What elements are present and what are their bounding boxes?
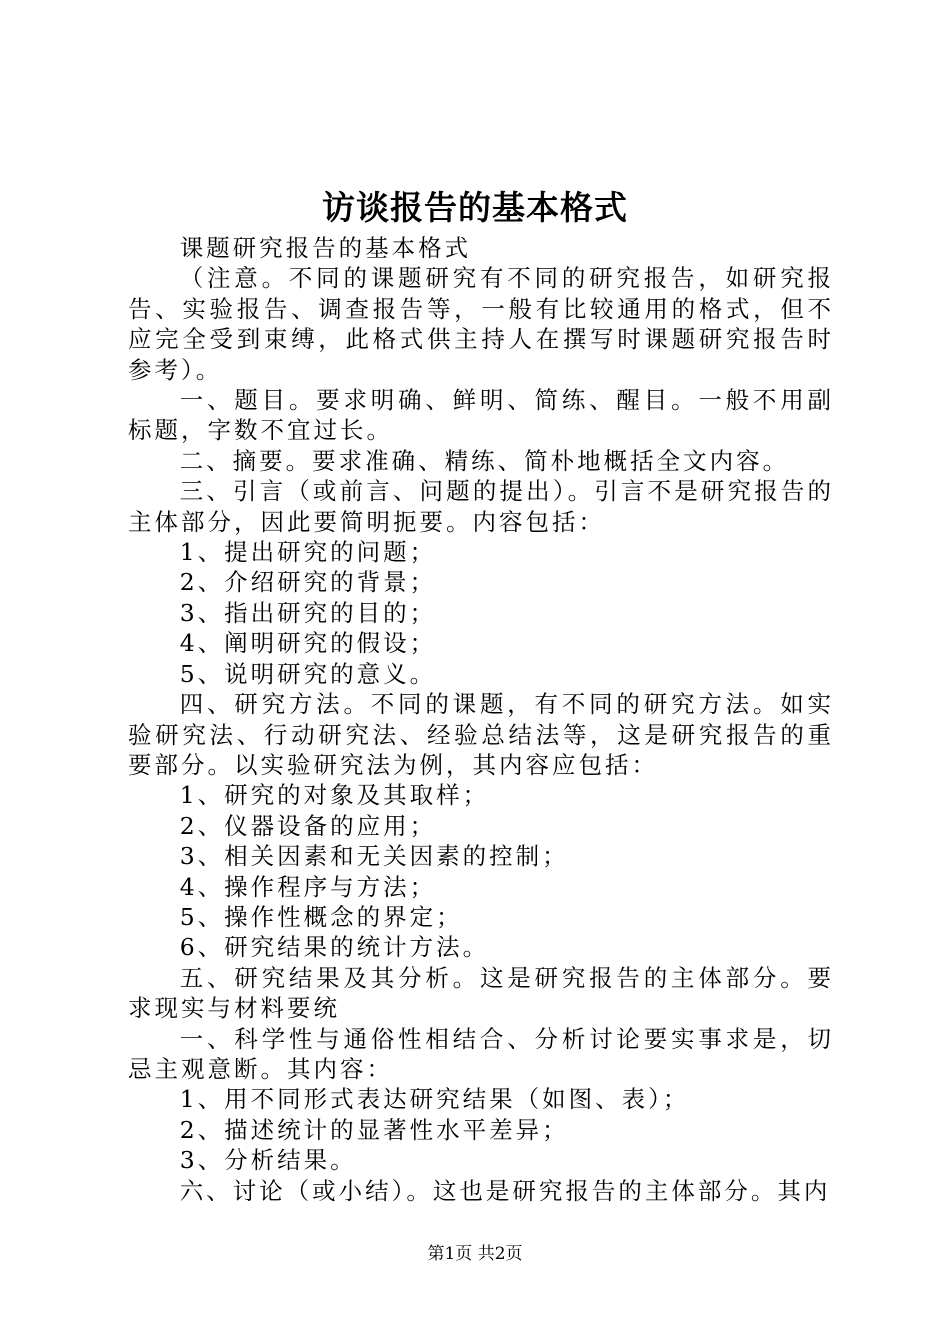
list-item: 1、研究的对象及其取样； (179, 781, 490, 810)
paragraph: 三、引言（或前言、问题的提出）。引言不是研究报告的主体部分，因此要简明扼要。内容包括： (128, 477, 834, 536)
paragraph: 四、研究方法。不同的课题，有不同的研究方法。如实验研究法、行动研究法、经验总结法等，这是研究报告的重要部分。以实验研究法为例，其内容应包括： (128, 690, 834, 779)
list-item: 5、说明研究的意义。 (179, 659, 437, 688)
paragraph: 五、研究结果及其分析。这是研究报告的主体部分。要求现实与材料要统 (128, 963, 834, 1023)
list-item: 5、操作性概念的界定； (179, 902, 463, 931)
paragraph: 二、摘要。要求准确、精练、简朴地概括全文内容。 (179, 446, 790, 475)
paragraph: 六、讨论（或小结）。这也是研究报告的主体部分。其内 (179, 1176, 831, 1205)
list-item: 6、研究结果的统计方法。 (179, 933, 490, 962)
paragraph: （注意。不同的课题研究有不同的研究报告，如研究报告、实验报告、调查报告等，一般有比较通用的格式，但不应完全受到束缚，此格式供主持人在撰写时课题研究报告时参考）。 (128, 264, 834, 384)
document-title: 访谈报告的基本格式 (322, 188, 628, 227)
paragraph: 一、题目。要求明确、鲜明、简练、醒目。一般不用副标题，字数不宜过长。 (128, 386, 834, 445)
list-item: 3、相关因素和无关因素的控制； (179, 842, 569, 871)
list-item: 3、指出研究的目的； (179, 598, 437, 627)
paragraph: 一、科学性与通俗性相结合、分析讨论要实事求是，切忌主观意断。其内容： (128, 1024, 834, 1083)
page-footer: 第1页 共2页 (427, 1244, 523, 1264)
paragraph: 课题研究报告的基本格式 (179, 234, 472, 262)
list-item: 1、用不同形式表达研究结果（如图、表）； (179, 1085, 690, 1114)
list-item: 4、阐明研究的假设； (179, 629, 437, 658)
list-item: 2、仪器设备的应用； (179, 811, 437, 840)
list-item: 1、提出研究的问题； (179, 538, 437, 567)
list-item: 4、操作程序与方法； (179, 872, 437, 901)
list-item: 2、介绍研究的背景； (179, 568, 437, 597)
list-item: 2、描述统计的显著性水平差异； (179, 1115, 569, 1144)
document-body (128, 233, 834, 1206)
list-item: 3、分析结果。 (179, 1146, 357, 1175)
